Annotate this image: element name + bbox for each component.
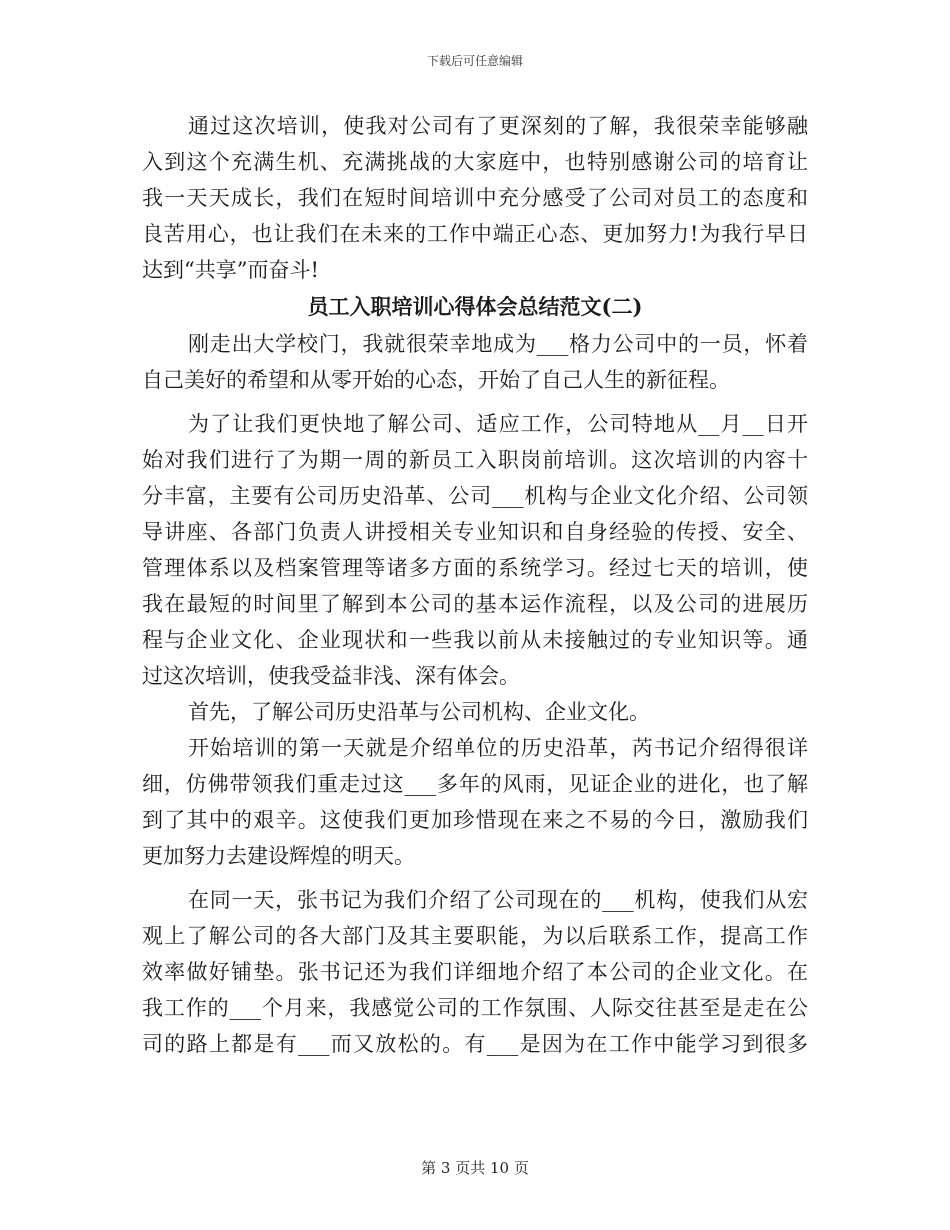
text-line: 观上了解公司的各大部门及其主要职能，为以后联系工作，提高工作 xyxy=(142,924,808,948)
text-line: 分丰富，主要有公司历史沿革、公司___机构与企业文化介绍、公司领 xyxy=(142,484,808,508)
text-line: 首先，了解公司历史沿革与公司机构、企业文化。 xyxy=(188,700,650,724)
text-line: 效率做好铺垫。张书记还为我们详细地介绍了本公司的企业文化。在 xyxy=(142,960,808,984)
page-footer: 第 3 页共 10 页 xyxy=(421,1159,529,1177)
text-line: 更加努力去建设辉煌的明天。 xyxy=(142,844,415,868)
text-line: 始对我们进行了为期一周的新员工入职岗前培训。这次培训的内容十 xyxy=(142,448,808,472)
text-line: 我一天天成长，我们在短时间培训中充分感受了公司对员工的态度和 xyxy=(142,186,808,210)
text-line: 通过这次培训，使我对公司有了更深刻的了解，我很荣幸能够融 xyxy=(188,114,808,138)
text-line: 到了其中的艰辛。这使我们更加珍惜现在来之不易的今日，激励我们 xyxy=(142,808,808,832)
text-line: 司的路上都是有___而又放松的。有___是因为在工作中能学习到很多 xyxy=(142,1032,808,1056)
text-line: 我工作的___个月来，我感觉公司的工作氛围、人际交往甚至是走在公 xyxy=(142,996,808,1020)
text-line: 在同一天，张书记为我们介绍了公司现在的___机构，使我们从宏 xyxy=(188,888,808,912)
text-line: 我在最短的时间里了解到本公司的基本运作流程，以及公司的进展历 xyxy=(142,592,808,616)
text-line: 程与企业文化、企业现状和一些我以前从未接触过的专业知识等。通 xyxy=(142,628,808,652)
text-line: 过这次培训，使我受益非浅、深有体会。 xyxy=(142,664,520,688)
text-line: 细，仿佛带领我们重走过这___多年的风雨，见证企业的进化，也了解 xyxy=(142,772,808,796)
text-line: 自己美好的希望和从零开始的心态，开始了自己人生的新征程。 xyxy=(142,368,730,392)
text-line: 入到这个充满生机、充满挑战的大家庭中，也特别感谢公司的培育让 xyxy=(142,150,808,174)
text-line: 为了让我们更快地了解公司、适应工作，公司特地从__月__日开 xyxy=(188,412,808,436)
text-line: 管理体系以及档案管理等诸多方面的系统学习。经过七天的培训，使 xyxy=(142,556,808,580)
text-line: 导讲座、各部门负责人讲授相关专业知识和自身经验的传授、安全、 xyxy=(142,520,808,544)
text-line: 达到“共享”而奋斗! xyxy=(142,258,319,282)
section-title: 员工入职培训心得体会总结范文(二) xyxy=(307,294,643,319)
text-line: 良苦用心，也让我们在未来的工作中端正心态、更加努力!为我行早日 xyxy=(142,222,808,246)
text-line: 开始培训的第一天就是介绍单位的历史沿革，芮书记介绍得很详 xyxy=(188,736,808,760)
page-header: 下载后可任意编辑 xyxy=(426,54,523,68)
text-line: 刚走出大学校门，我就很荣幸地成为___格力公司中的一员，怀着 xyxy=(188,332,808,356)
document-body xyxy=(142,108,808,1062)
